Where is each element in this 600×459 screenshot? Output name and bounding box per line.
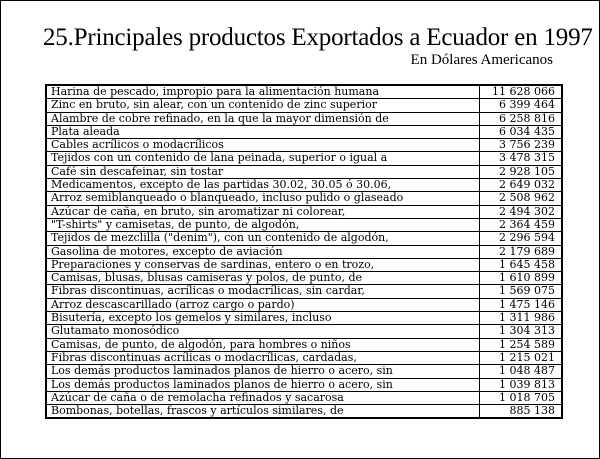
product-description-cell: Fibras discontinuas acrílicas o modacrílicas, cardadas, [47, 352, 480, 364]
table-row [47, 272, 561, 285]
product-description-cell: Tejidos con un contenido de lana peinada, superior o igual a [47, 152, 480, 164]
product-description-cell: Arroz semiblanqueado o blanqueado, incluso pulido o glaseado [47, 192, 480, 204]
product-description-cell: Los demás productos laminados planos de hierro o acero, sin [47, 365, 480, 377]
export-value-cell: 2 364 459 [499, 218, 555, 231]
product-description-cell: Camisas, de punto, de algodón, para hombres o niños [47, 339, 480, 351]
product-description-cell: Medicamentos, excepto de las partidas 30.02, 30.05 ó 30.06, [47, 179, 480, 191]
table-row [47, 126, 561, 139]
table-row [47, 285, 561, 298]
export-value-cell: 11 628 066 [492, 86, 555, 98]
table-row [47, 325, 561, 338]
product-description-cell: Azúcar de caña o de remolacha refinados y sacarosa [47, 392, 480, 404]
product-description-cell: Fibras discontinuas, acrílicas o modacrílicas, sin cardar, [47, 285, 480, 297]
export-value-cell: 2 494 302 [499, 205, 555, 218]
export-value-cell: 2 508 962 [499, 192, 555, 205]
product-description-cell: Bisutería, excepto los gemelos y similares, incluso [47, 312, 480, 324]
table-row [47, 99, 561, 112]
table-row [47, 206, 561, 219]
export-value-cell: 1 018 705 [499, 391, 555, 404]
product-description-cell: Glutamato monosódico [47, 325, 480, 337]
export-value-cell: 6 399 464 [499, 99, 555, 112]
export-value-cell: 2 179 689 [499, 245, 555, 258]
product-description-cell: Camisas, blusas, blusas camiseras y polos, de punto, de [47, 272, 480, 284]
export-value-cell: 1 610 899 [499, 272, 555, 285]
table-row [47, 405, 561, 419]
export-value-cell: 1 039 813 [499, 378, 555, 391]
export-value-cell: 1 475 146 [499, 298, 555, 311]
table-row [47, 113, 561, 126]
export-value-cell: 1 304 313 [499, 325, 555, 338]
export-value-cell: 1 048 487 [499, 365, 555, 378]
table-row [47, 139, 561, 152]
export-value-cell: 2 649 032 [499, 179, 555, 192]
table-row [47, 219, 561, 232]
table-row [47, 259, 561, 272]
product-description-cell: Preparaciones y conservas de sardinas, entero o en trozo, [47, 259, 480, 271]
table-row [47, 179, 561, 192]
product-description-cell: Arroz descascarillado (arroz cargo o pardo) [47, 299, 480, 311]
export-value-cell: 3 478 315 [499, 152, 555, 165]
table-row [47, 299, 561, 312]
product-description-cell: "T-shirts" y camisetas, de punto, de algodón, [47, 219, 480, 231]
export-value-cell: 1 215 021 [499, 351, 555, 364]
table-row [47, 86, 561, 99]
product-description-cell: Alambre de cobre refinado, en la que la mayor dimensión de [47, 113, 480, 125]
table-row [47, 379, 561, 392]
export-value-cell: 2 296 594 [499, 232, 555, 245]
product-description-cell: Café sin descafeinar, sin tostar [47, 166, 480, 178]
product-description-cell: Bombonas, botellas, frascos y artículos similares, de [47, 405, 480, 417]
product-description-cell: Azúcar de caña, en bruto, sin aromatizar ni colorear, [47, 206, 480, 218]
export-value-cell: 6 258 816 [499, 112, 555, 125]
table-row [47, 352, 561, 365]
table-row [47, 192, 561, 205]
export-value-cell: 885 138 [509, 405, 555, 418]
table-row [47, 392, 561, 405]
table-row [47, 312, 561, 325]
product-description-cell: Gasolina de motores, excepto de aviación [47, 246, 480, 258]
export-value-cell: 1 645 458 [499, 258, 555, 271]
export-value-cell: 1 254 589 [499, 338, 555, 351]
export-value-cell: 6 034 435 [499, 125, 555, 138]
table-row [47, 232, 561, 245]
page-title: 25.Principales productos Exportados a Ecuador en 1997 [43, 24, 593, 51]
table-row [47, 339, 561, 352]
product-description-cell: Plata aleada [47, 126, 480, 138]
table-row [47, 152, 561, 165]
table-row [47, 166, 561, 179]
export-value-cell: 1 311 986 [499, 312, 555, 325]
export-value-cell: 2 928 105 [499, 165, 555, 178]
page-subtitle: En Dólares Americanos [410, 52, 553, 68]
export-value-cell: 3 756 239 [499, 139, 555, 152]
product-description-cell: Los demás productos laminados planos de hierro o acero, sin [47, 379, 480, 391]
product-description-cell: Zinc en bruto, sin alear, con un contenido de zinc superior [47, 99, 480, 111]
table-row [47, 246, 561, 259]
product-description-cell: Harina de pescado, impropio para la alimentación humana [47, 86, 480, 98]
exports-table [45, 84, 563, 419]
product-description-cell: Tejidos de mezclilla ("denim"), con un contenido de algodón, [47, 232, 480, 244]
product-description-cell: Cables acrílicos o modacrílicos [47, 139, 480, 151]
export-value-cell: 1 569 075 [499, 285, 555, 298]
table-row [47, 365, 561, 378]
